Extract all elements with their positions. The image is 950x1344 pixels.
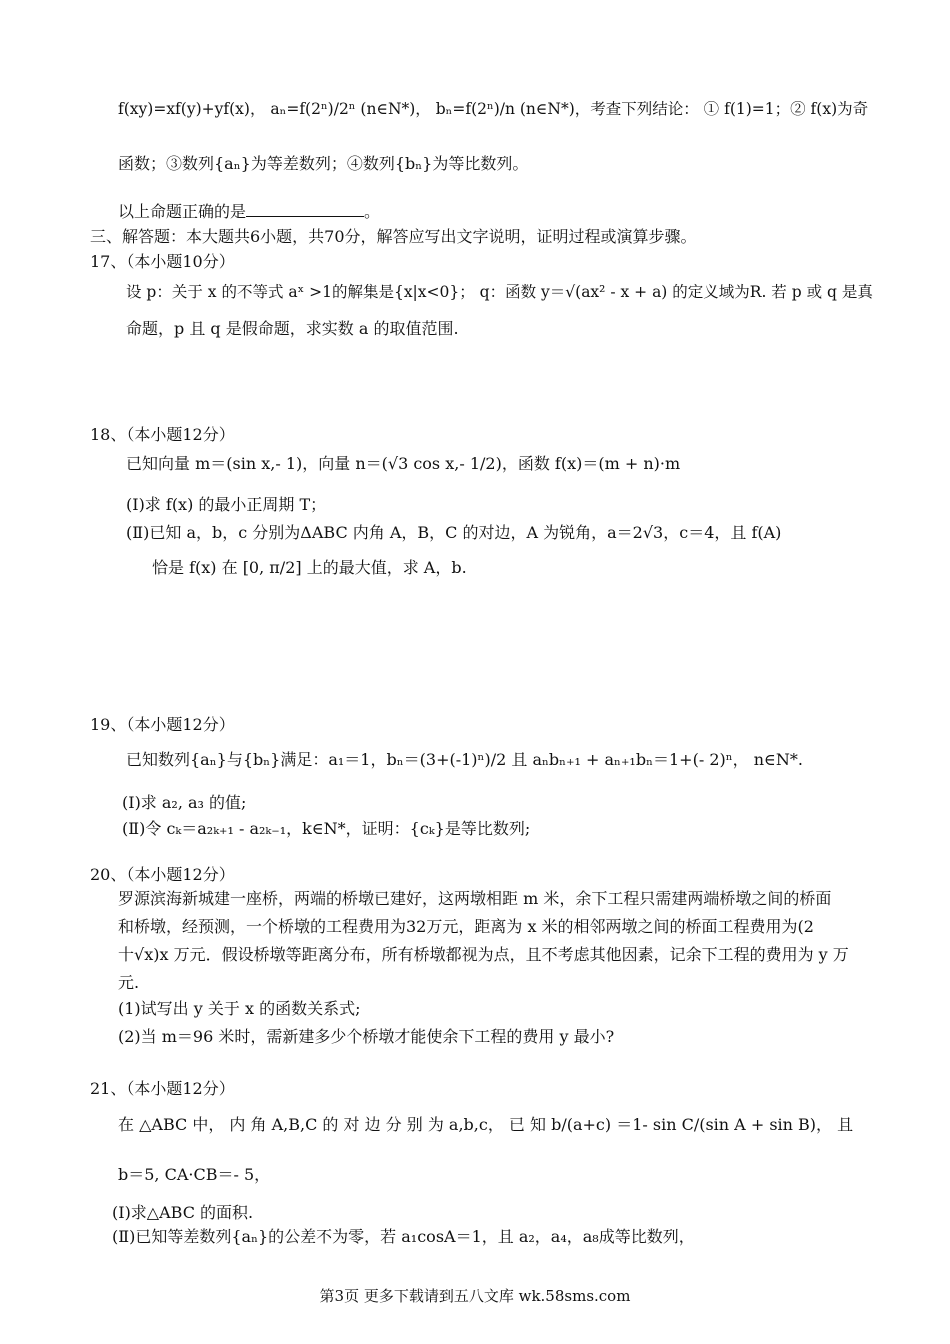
q20-line5: (1)试写出 y 关于 x 的函数关系式; bbox=[118, 999, 361, 1018]
q21-header: 21、（本小题12分） bbox=[90, 1079, 235, 1098]
q16-line1: f(xy)=xf(y)+yf(x)， aₙ=f(2ⁿ)/2ⁿ (n∈N*)， bₙ=f(2ⁿ)/n (n∈N*)，考查下列结论： ① f(1)=1；② f(x)为奇 bbox=[118, 100, 869, 118]
q18-line3: (Ⅱ)已知 a，b，c 分别为ΔABC 内角 A，B，C 的对边，A 为锐角，a＝2√3，c＝4，且 f(A) bbox=[126, 523, 782, 542]
q16-line2: 函数；③数列{aₙ}为等差数列；④数列{bₙ}为等比数列。 bbox=[118, 154, 529, 173]
q17-line1: 设 p：关于 x 的不等式 aˣ >1的解集是{x|x<0}； q：函数 y＝√(ax² - x + a) 的定义域为R. 若 p 或 q 是真 bbox=[126, 283, 873, 301]
page-footer: 第3页 更多下载请到五八文库 wk.58sms.com bbox=[319, 1287, 631, 1305]
q21-line3: (Ⅰ)求△ABC 的面积. bbox=[112, 1203, 254, 1222]
q21-line1: 在 △ABC 中， 内 角 A,B,C 的 对 边 分 别 为 a,b,c， 已 知 b/(a+c) ＝1- sin C/(sin A + sin B)， 且 bbox=[118, 1115, 854, 1134]
section-three-heading: 三、解答题：本大题共6小题，共70分，解答应写出文字说明，证明过程或演算步骤。 bbox=[90, 227, 697, 246]
q20-header: 20、（本小题12分） bbox=[90, 865, 235, 884]
q18-line2: (Ⅰ)求 f(x) 的最小正周期 T； bbox=[126, 495, 327, 514]
q17-header: 17、（本小题10分） bbox=[90, 252, 235, 271]
q21-line4: (Ⅱ)已知等差数列{aₙ}的公差不为零，若 a₁cosA＝1，且 a₂，a₄，a₈成等比数列， bbox=[112, 1227, 695, 1246]
q20-line3: 十√x)x 万元．假设桥墩等距离分布，所有桥墩都视为点，且不考虑其他因素，记余下工程的费用为 y 万 bbox=[118, 945, 849, 964]
q16-prompt: 以上命题正确的是 bbox=[118, 202, 247, 221]
q19-line1: 已知数列{aₙ}与{bₙ}满足：a₁＝1，bₙ＝(3+(-1)ⁿ)/2 且 aₙbₙ₊₁ + aₙ₊₁bₙ＝1+(- 2)ⁿ， n∈N*. bbox=[126, 750, 803, 769]
answer-blank bbox=[246, 200, 364, 217]
q21-line2: b＝5, CA·CB＝- 5， bbox=[118, 1165, 271, 1184]
q18-line4: 恰是 f(x) 在 [0, π/2] 上的最大值，求 A，b. bbox=[152, 558, 467, 577]
q20-line4: 元. bbox=[118, 973, 140, 992]
q18-line1: 已知向量 m＝(sin x,- 1)，向量 n＝(√3 cos x,- 1/2)，函数 f(x)＝(m + n)·m bbox=[126, 454, 681, 473]
q20-line2: 和桥墩，经预测，一个桥墩的工程费用为32万元，距离为 x 米的相邻两墩之间的桥面工程费用为(2 bbox=[118, 917, 814, 936]
q20-line6: (2)当 m＝96 米时，需新建多少个桥墩才能使余下工程的费用 y 最小? bbox=[118, 1027, 615, 1046]
q18-header: 18、（本小题12分） bbox=[90, 425, 235, 444]
q19-line2: (Ⅰ)求 a₂, a₃ 的值; bbox=[122, 793, 247, 812]
q19-line3: (Ⅱ)令 cₖ＝a₂ₖ₊₁ - a₂ₖ₋₁，k∈N*，证明：{cₖ}是等比数列; bbox=[122, 819, 531, 838]
q16-line3 bbox=[118, 200, 380, 223]
q19-header: 19、（本小题12分） bbox=[90, 715, 235, 734]
q16-end: 。 bbox=[364, 202, 381, 221]
q20-line1: 罗源滨海新城建一座桥，两端的桥墩已建好，这两墩相距 m 米，余下工程只需建两端桥墩之间的桥面 bbox=[118, 889, 832, 908]
q17-line2: 命题，p 且 q 是假命题，求实数 a 的取值范围. bbox=[126, 319, 459, 338]
